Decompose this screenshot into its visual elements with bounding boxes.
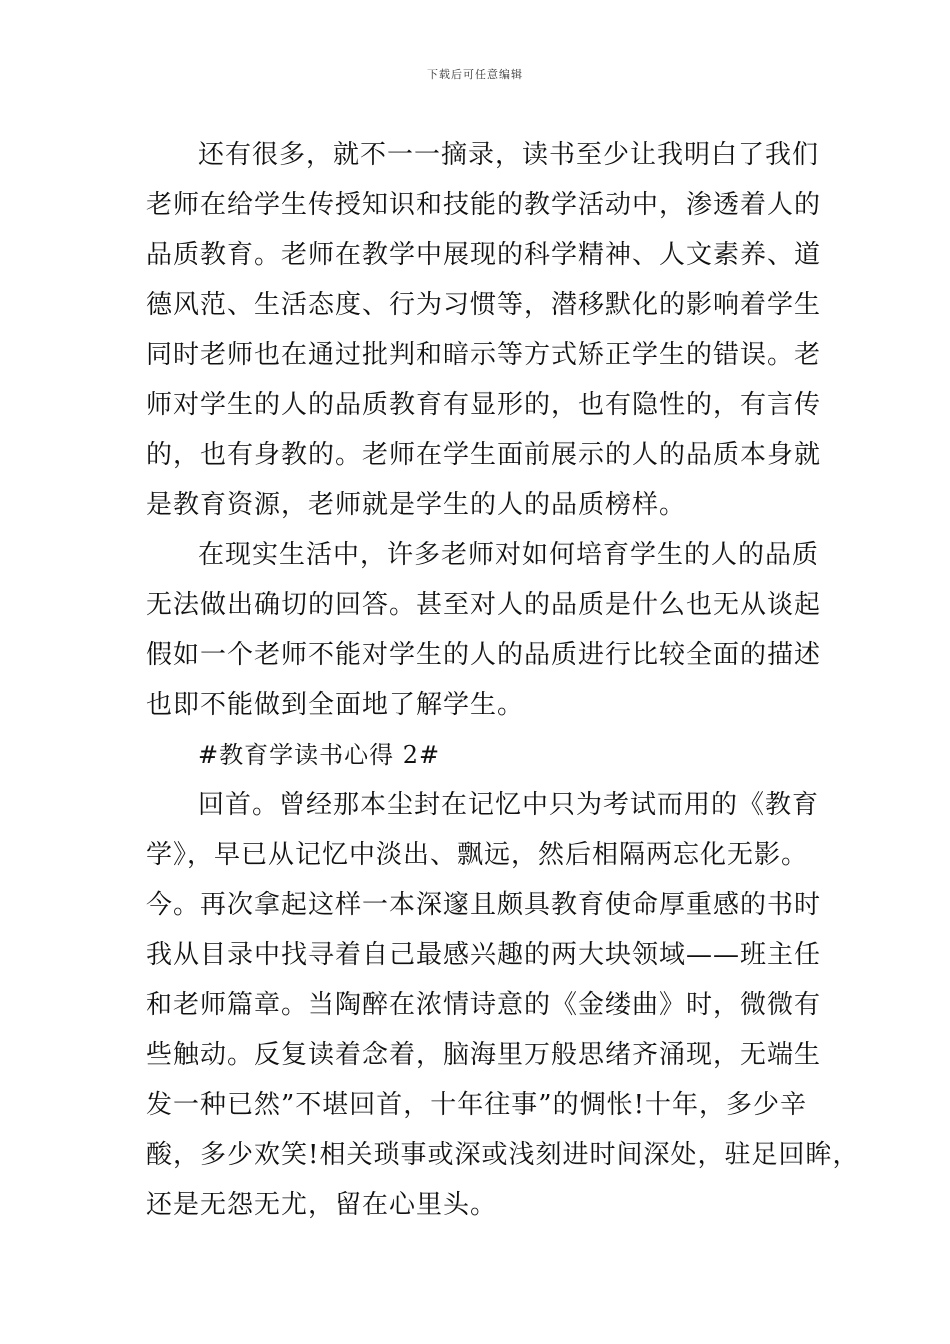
text-line: 也即不能做到全面地了解学生。: [146, 690, 525, 720]
paragraph: [146, 130, 826, 530]
page-header: 下载后可任意编辑: [427, 68, 523, 81]
text-line: 德风范、生活态度、行为习惯等，潜移默化的影响着学生: [146, 290, 822, 320]
text-line: 同时老师也在通过批判和暗示等方式矫正学生的错误。老: [146, 340, 822, 370]
text-line: 假如一个老师不能对学生的人的品质进行比较全面的描述: [146, 640, 822, 670]
text-line: 和老师篇章。当陶醉在浓情诗意的《金缕曲》时，微微有: [146, 990, 822, 1020]
text-line: 还是无怨无尤，留在心里头。: [146, 1190, 498, 1220]
text-line: 今。再次拿起这样一本深邃且颇具教育使命厚重感的书时: [146, 890, 822, 920]
paragraph: [146, 780, 860, 1230]
text-line: 无法做出确切的回答。甚至对人的品质是什么也无从谈起: [146, 590, 822, 620]
heading-line: #教育学读书心得 2#: [198, 741, 441, 769]
text-line: 的，也有身教的。老师在学生面前展示的人的品质本身就: [146, 440, 822, 470]
text-line: 在现实生活中，许多老师对如何培育学生的人的品质: [198, 540, 820, 570]
text-line: 发一种已然”不堪回首，十年往事”的惆怅!十年，多少辛: [146, 1090, 808, 1120]
text-line: 学》，早已从记忆中淡出、飘远，然后相隔两忘化无影。: [146, 840, 809, 870]
text-line: 品质教育。老师在教学中展现的科学精神、人文素养、道: [146, 240, 822, 270]
text-line: 酸，多少欢笑!相关琐事或深或浅刻进时间深处，驻足回眸，: [146, 1140, 860, 1170]
text-line: 还有很多，就不一一摘录，读书至少让我明白了我们: [198, 140, 820, 170]
paragraph: [146, 530, 826, 730]
section-heading: [146, 730, 826, 780]
text-line: 是教育资源，老师就是学生的人的品质榜样。: [146, 490, 687, 520]
text-line: 老师在给学生传授知识和技能的教学活动中，渗透着人的: [146, 190, 822, 220]
document-body: [146, 130, 860, 1230]
text-line: 些触动。反复读着念着，脑海里万般思绪齐涌现，无端生: [146, 1040, 822, 1070]
text-line: 我从目录中找寻着自己最感兴趣的两大块领域——班主任: [146, 940, 822, 970]
text-line: 师对学生的人的品质教育有显形的，也有隐性的，有言传: [146, 390, 822, 420]
text-line: 回首。曾经那本尘封在记忆中只为考试而用的《教育: [198, 790, 820, 820]
